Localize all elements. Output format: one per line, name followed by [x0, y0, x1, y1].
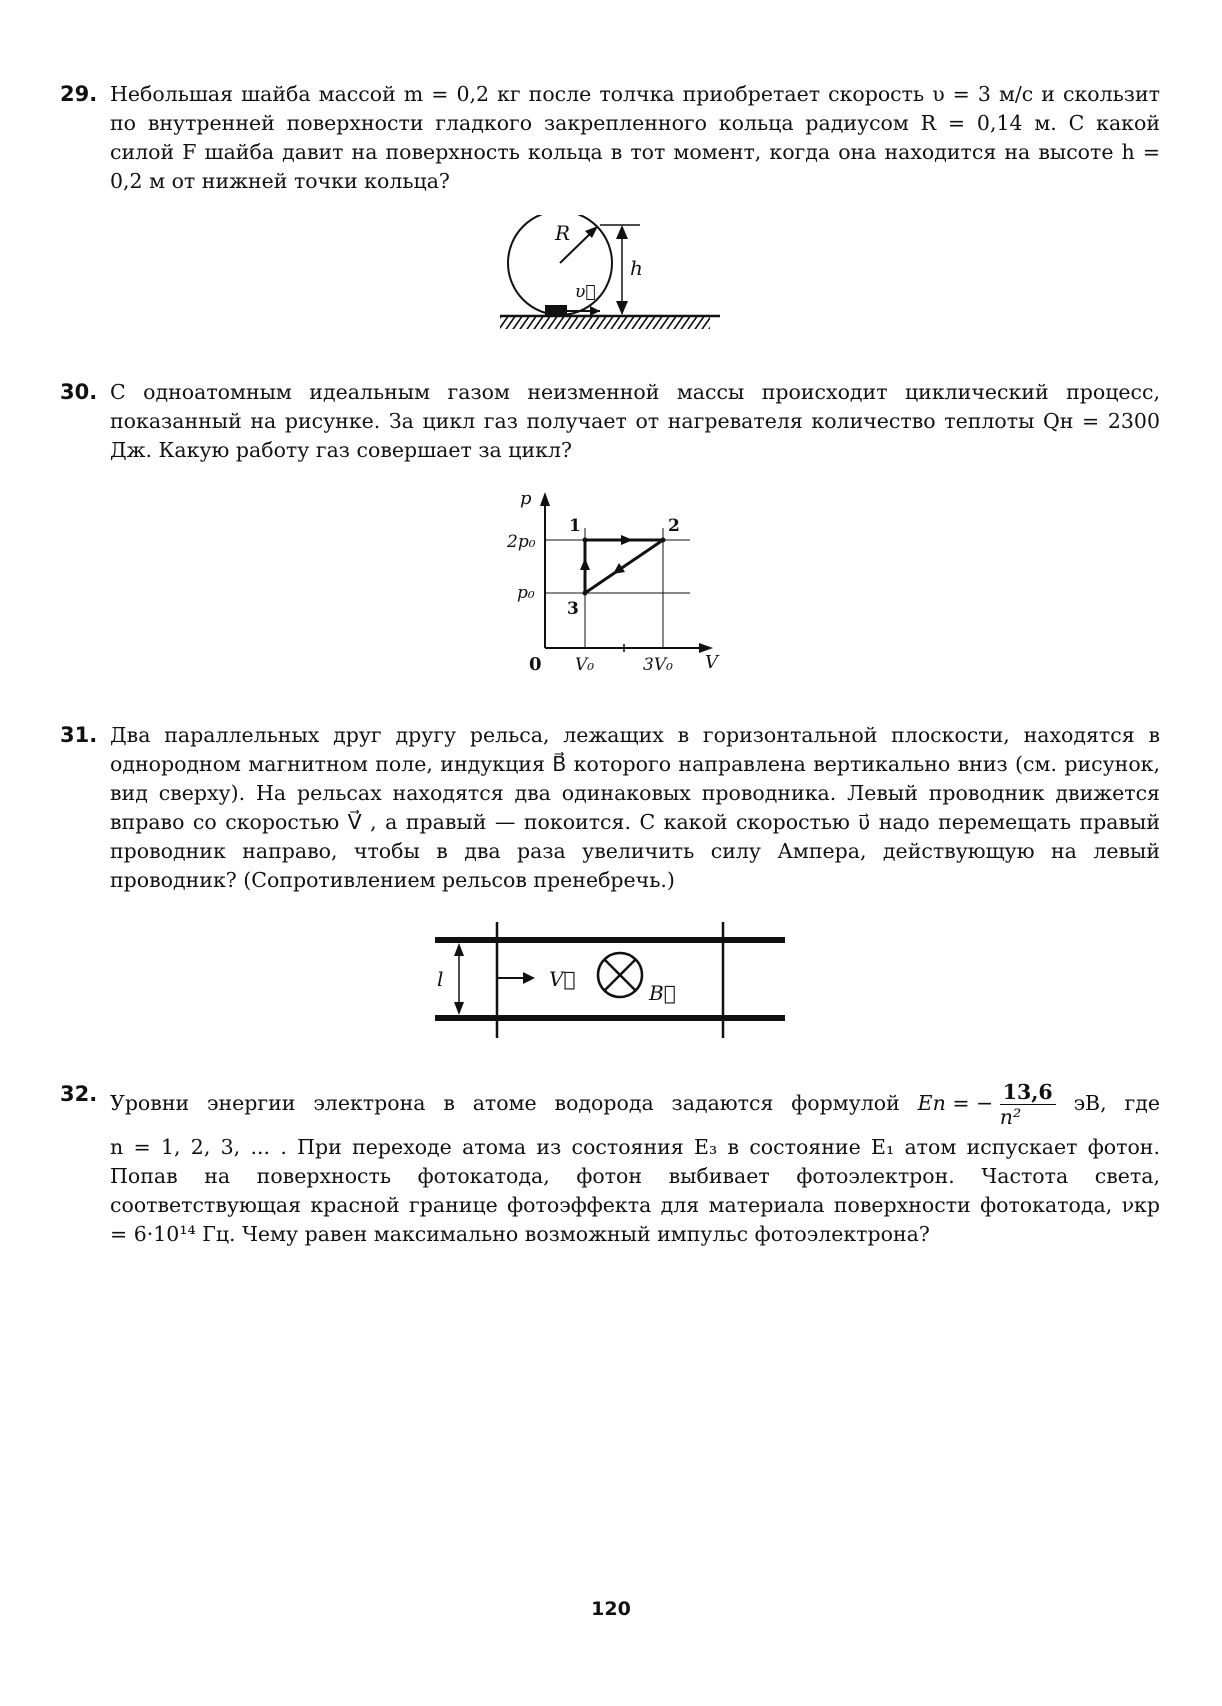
arrow-3-1 [580, 558, 590, 570]
label-v0: V₀ [575, 655, 595, 675]
point-1-dot [583, 538, 588, 543]
height-arrowhead-top [616, 225, 628, 239]
ring-figure [500, 215, 730, 355]
text-before-formula: Уровни энергии электрона в атоме водорода задаются формулой [110, 1091, 900, 1115]
formula-denominator: n² [999, 1105, 1022, 1129]
ground-hatch [500, 317, 710, 329]
label-origin: 0 [529, 654, 542, 675]
label-velocity: V⃗ [549, 967, 576, 991]
label-velocity: υ⃗ [575, 282, 596, 302]
problem-number: 32. [60, 1082, 98, 1106]
text-after-formula: эВ, где [1073, 1091, 1160, 1115]
formula-numerator: 13,6 [1000, 1080, 1056, 1105]
energy-formula [918, 1080, 1056, 1129]
height-arrowhead-bottom [616, 301, 628, 315]
process-2-3 [585, 540, 663, 593]
distance-arrowhead-bottom [454, 1002, 464, 1015]
problem-32 [60, 1080, 1160, 1249]
problem-number: 31. [60, 723, 98, 747]
velocity-arrowhead [590, 306, 600, 316]
label-2p0: 2p₀ [507, 532, 536, 552]
arrow-1-2 [621, 535, 633, 545]
label-radius: R [555, 221, 571, 245]
pv-diagram [505, 488, 725, 678]
problem-30 [60, 378, 1160, 465]
label-point-3: 3 [567, 599, 579, 619]
formula-lhs: En = − [917, 1091, 994, 1115]
problem-29 [60, 80, 1160, 196]
problem-31 [60, 721, 1160, 895]
label-point-1: 1 [569, 516, 581, 536]
label-point-2: 2 [668, 516, 680, 536]
page-number: 120 [591, 1598, 631, 1620]
distance-arrowhead-top [454, 943, 464, 956]
problem-text: Два параллельных друг другу рельса, лежащих в горизонтальной плоскости, находятся в однородном магнитном поле, индукция B⃗ которого направлена вертикально вниз (см. рисунок, вид сверху). На рельсах находятся два одинаковых проводника. Левый проводник движется вправо со скоростью V⃗ , а правый — покоится. С какой скоростью υ⃗ надо перемещать правый проводник направо, чтобы в два раза увеличить силу Ампера, действующую на левый проводник? (Сопротивлением рельсов пренебречь.) [110, 723, 1160, 892]
label-y-axis: p [520, 488, 532, 509]
label-p0: p₀ [517, 583, 535, 603]
puck [545, 305, 567, 316]
label-distance: l [437, 967, 444, 991]
problem-text: Небольшая шайба массой m = 0,2 кг после толчка приобретает скорость υ = 3 м/с и скользит по внутренней поверхности гладкого закрепленного кольца радиусом R = 0,14 м. С какой силой F шайба давит на поверхность кольца в тот момент, когда она находится на высоте h = 0,2 м от нижней точки кольца? [110, 82, 1160, 193]
label-height: h [630, 256, 643, 280]
point-2-dot [661, 538, 666, 543]
point-3-dot [583, 591, 588, 596]
problem-first-line [110, 1080, 1160, 1129]
problem-number: 30. [60, 380, 98, 404]
label-x-axis: V [705, 652, 718, 673]
label-field: B⃗ [649, 981, 676, 1005]
formula-fraction [1000, 1080, 1056, 1129]
rails-figure [435, 920, 795, 1040]
problem-text: n = 1, 2, 3, ... . При переходе атома из состояния E₃ в состояние E₁ атом испускает фотон. Попав на поверхность фотокатода, фотон выбивает фотоэлектрон. Частота света, соответствующая красной границе фотоэффекта для материала поверхности фотокатода, νкр = 6·10¹⁴ Гц. Чему равен максимально возможный импульс фотоэлектрона? [110, 1135, 1160, 1246]
y-axis-arrowhead [540, 492, 550, 506]
velocity-arrowhead [523, 972, 535, 984]
problem-text: С одноатомным идеальным газом неизменной массы происходит циклический процесс, показанный на рисунке. За цикл газ получает от нагревателя количество теплоты Qн = 2300 Дж. Какую работу газ совершает за цикл? [110, 380, 1160, 462]
problem-number: 29. [60, 82, 98, 106]
label-3v0: 3V₀ [643, 655, 673, 675]
